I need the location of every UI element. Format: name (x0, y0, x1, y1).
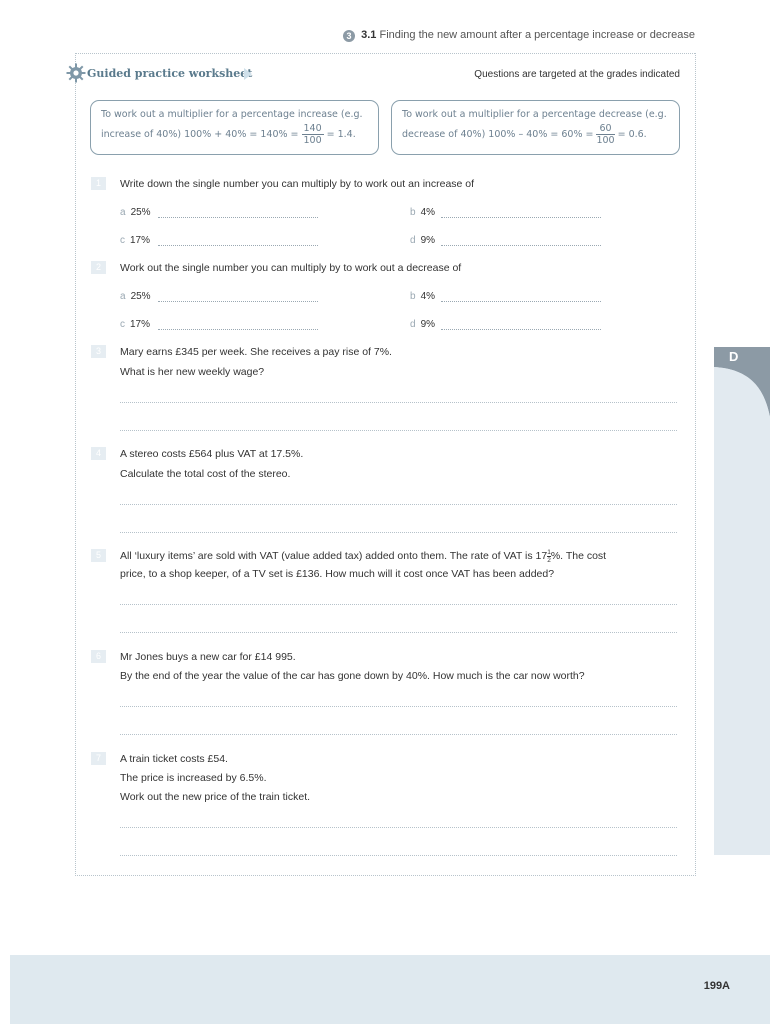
question-number-2: 2 (91, 261, 106, 274)
footer-band (10, 955, 770, 1024)
fraction-numerator: 60 (596, 123, 614, 135)
question-number-5: 5 (91, 549, 106, 562)
hint-decrease-line1: To work out a multiplier for a percentage decrease (e.g. (402, 109, 667, 120)
hint-increase-text: increase of 40%) 100% + 40% = 140% = (101, 129, 299, 140)
part-letter: c (120, 235, 125, 246)
section-title: Finding the new amount after a percentage increase or decrease (379, 29, 695, 41)
hint-increase-line1: To work out a multiplier for a percentage increase (e.g. (101, 109, 363, 120)
hint-decrease-fraction (596, 123, 614, 146)
section-heading (343, 29, 695, 42)
hint-box-decrease (391, 100, 680, 155)
q4-answer-line-1[interactable] (120, 504, 677, 505)
question-7-line2: The price is increased by 6.5%. (120, 772, 267, 784)
grade-tab-shape (714, 347, 770, 417)
q1-part-c (120, 235, 150, 246)
q1b-answer-line[interactable] (441, 217, 601, 218)
hint-decrease-result: = 0.6. (617, 129, 647, 140)
part-value: 25% (130, 291, 151, 302)
fraction-numerator: 1 (547, 548, 551, 556)
q5-text-start: All ‘luxury items’ are sold with VAT (value added tax) added onto them. The rate of VAT is 17 (120, 550, 548, 562)
part-letter: a (120, 291, 126, 302)
question-6-line2: By the end of the year the value of the car has gone down by 40%. How much is the car now worth? (120, 670, 585, 682)
q2-part-c (120, 319, 150, 330)
q5-text-end: %. The cost (550, 550, 607, 562)
q1d-answer-line[interactable] (441, 245, 601, 246)
part-value: 17% (130, 319, 151, 330)
question-3-line2: What is her new weekly wage? (120, 366, 265, 378)
question-number-4: 4 (91, 447, 106, 460)
q5-answer-line-2[interactable] (120, 632, 677, 633)
hint-decrease-line2 (402, 123, 647, 146)
q7-answer-line-1[interactable] (120, 827, 677, 828)
fraction-denominator: 100 (303, 135, 322, 146)
chapter-number-icon: 3 (343, 30, 355, 42)
question-number-1: 1 (91, 177, 106, 190)
banner-arrow-icon (244, 68, 252, 80)
q4-answer-line-2[interactable] (120, 532, 677, 533)
hint-increase-result: = 1.4. (326, 129, 356, 140)
q2-part-b (410, 291, 435, 302)
part-letter: b (410, 207, 416, 218)
part-value: 9% (420, 235, 436, 246)
q2-part-a (120, 291, 151, 302)
question-number-7: 7 (91, 752, 106, 765)
fraction-denominator: 2 (547, 556, 551, 564)
q1-part-d (410, 235, 435, 246)
q3-answer-line-1[interactable] (120, 402, 677, 403)
question-number-6: 6 (91, 650, 106, 663)
question-7-line1: A train ticket costs £54. (120, 753, 228, 765)
worksheet-subtitle: Questions are targeted at the grades indicated (474, 69, 680, 80)
q6-answer-line-1[interactable] (120, 706, 677, 707)
fraction-numerator: 140 (303, 123, 322, 134)
part-value: 25% (130, 207, 151, 218)
part-letter: c (120, 319, 125, 330)
q1-part-b (410, 207, 435, 218)
question-5-line2: price, to a shop keeper, of a TV set is £136. How much will it cost once VAT has been added? (120, 568, 555, 580)
question-1-text: Write down the single number you can multiply by to work out an increase of (120, 178, 475, 190)
part-value: 4% (420, 207, 436, 218)
question-7-line3: Work out the new price of the train ticket. (120, 791, 311, 803)
q2c-answer-line[interactable] (158, 329, 318, 330)
worksheet-title: Guided practice worksheet (87, 67, 253, 80)
q2b-answer-line[interactable] (441, 301, 601, 302)
question-4-line1: A stereo costs £564 plus VAT at 17.5%. (120, 448, 304, 460)
question-6-line1: Mr Jones buys a new car for £14 995. (120, 651, 296, 663)
part-letter: d (410, 235, 416, 246)
q1a-answer-line[interactable] (158, 217, 318, 218)
part-value: 17% (130, 235, 151, 246)
part-value: 9% (420, 319, 436, 330)
worksheet-banner (66, 63, 271, 85)
q1-part-a (120, 207, 151, 218)
q3-answer-line-2[interactable] (120, 430, 677, 431)
q7-answer-line-2[interactable] (120, 855, 677, 856)
part-letter: b (410, 291, 416, 302)
cog-icon (66, 63, 86, 83)
part-value: 4% (420, 291, 436, 302)
q1c-answer-line[interactable] (158, 245, 318, 246)
question-number-3: 3 (91, 345, 106, 358)
question-3-line1: Mary earns £345 per week. She receives a pay rise of 7%. (120, 346, 392, 358)
part-letter: d (410, 319, 416, 330)
question-5-line1 (120, 546, 606, 566)
question-4-line2: Calculate the total cost of the stereo. (120, 468, 291, 480)
part-letter: a (120, 207, 126, 218)
hint-box-increase (90, 100, 379, 155)
hint-decrease-text: decrease of 40%) 100% – 40% = 60% = (402, 129, 594, 140)
section-number: 3.1 (361, 29, 377, 41)
q2-part-d (410, 319, 435, 330)
q2a-answer-line[interactable] (158, 301, 318, 302)
fraction-denominator: 100 (596, 135, 615, 146)
q6-answer-line-2[interactable] (120, 734, 677, 735)
question-2-text: Work out the single number you can multiply by to work out a decrease of (120, 262, 462, 274)
hint-increase-line2 (101, 123, 356, 146)
grade-letter: D (729, 349, 739, 364)
hint-increase-fraction (302, 123, 324, 146)
grade-side-tab (714, 347, 770, 855)
page-header (0, 24, 770, 44)
q5-answer-line-1[interactable] (120, 604, 677, 605)
page-number: 199A (703, 980, 730, 992)
q2d-answer-line[interactable] (441, 329, 601, 330)
